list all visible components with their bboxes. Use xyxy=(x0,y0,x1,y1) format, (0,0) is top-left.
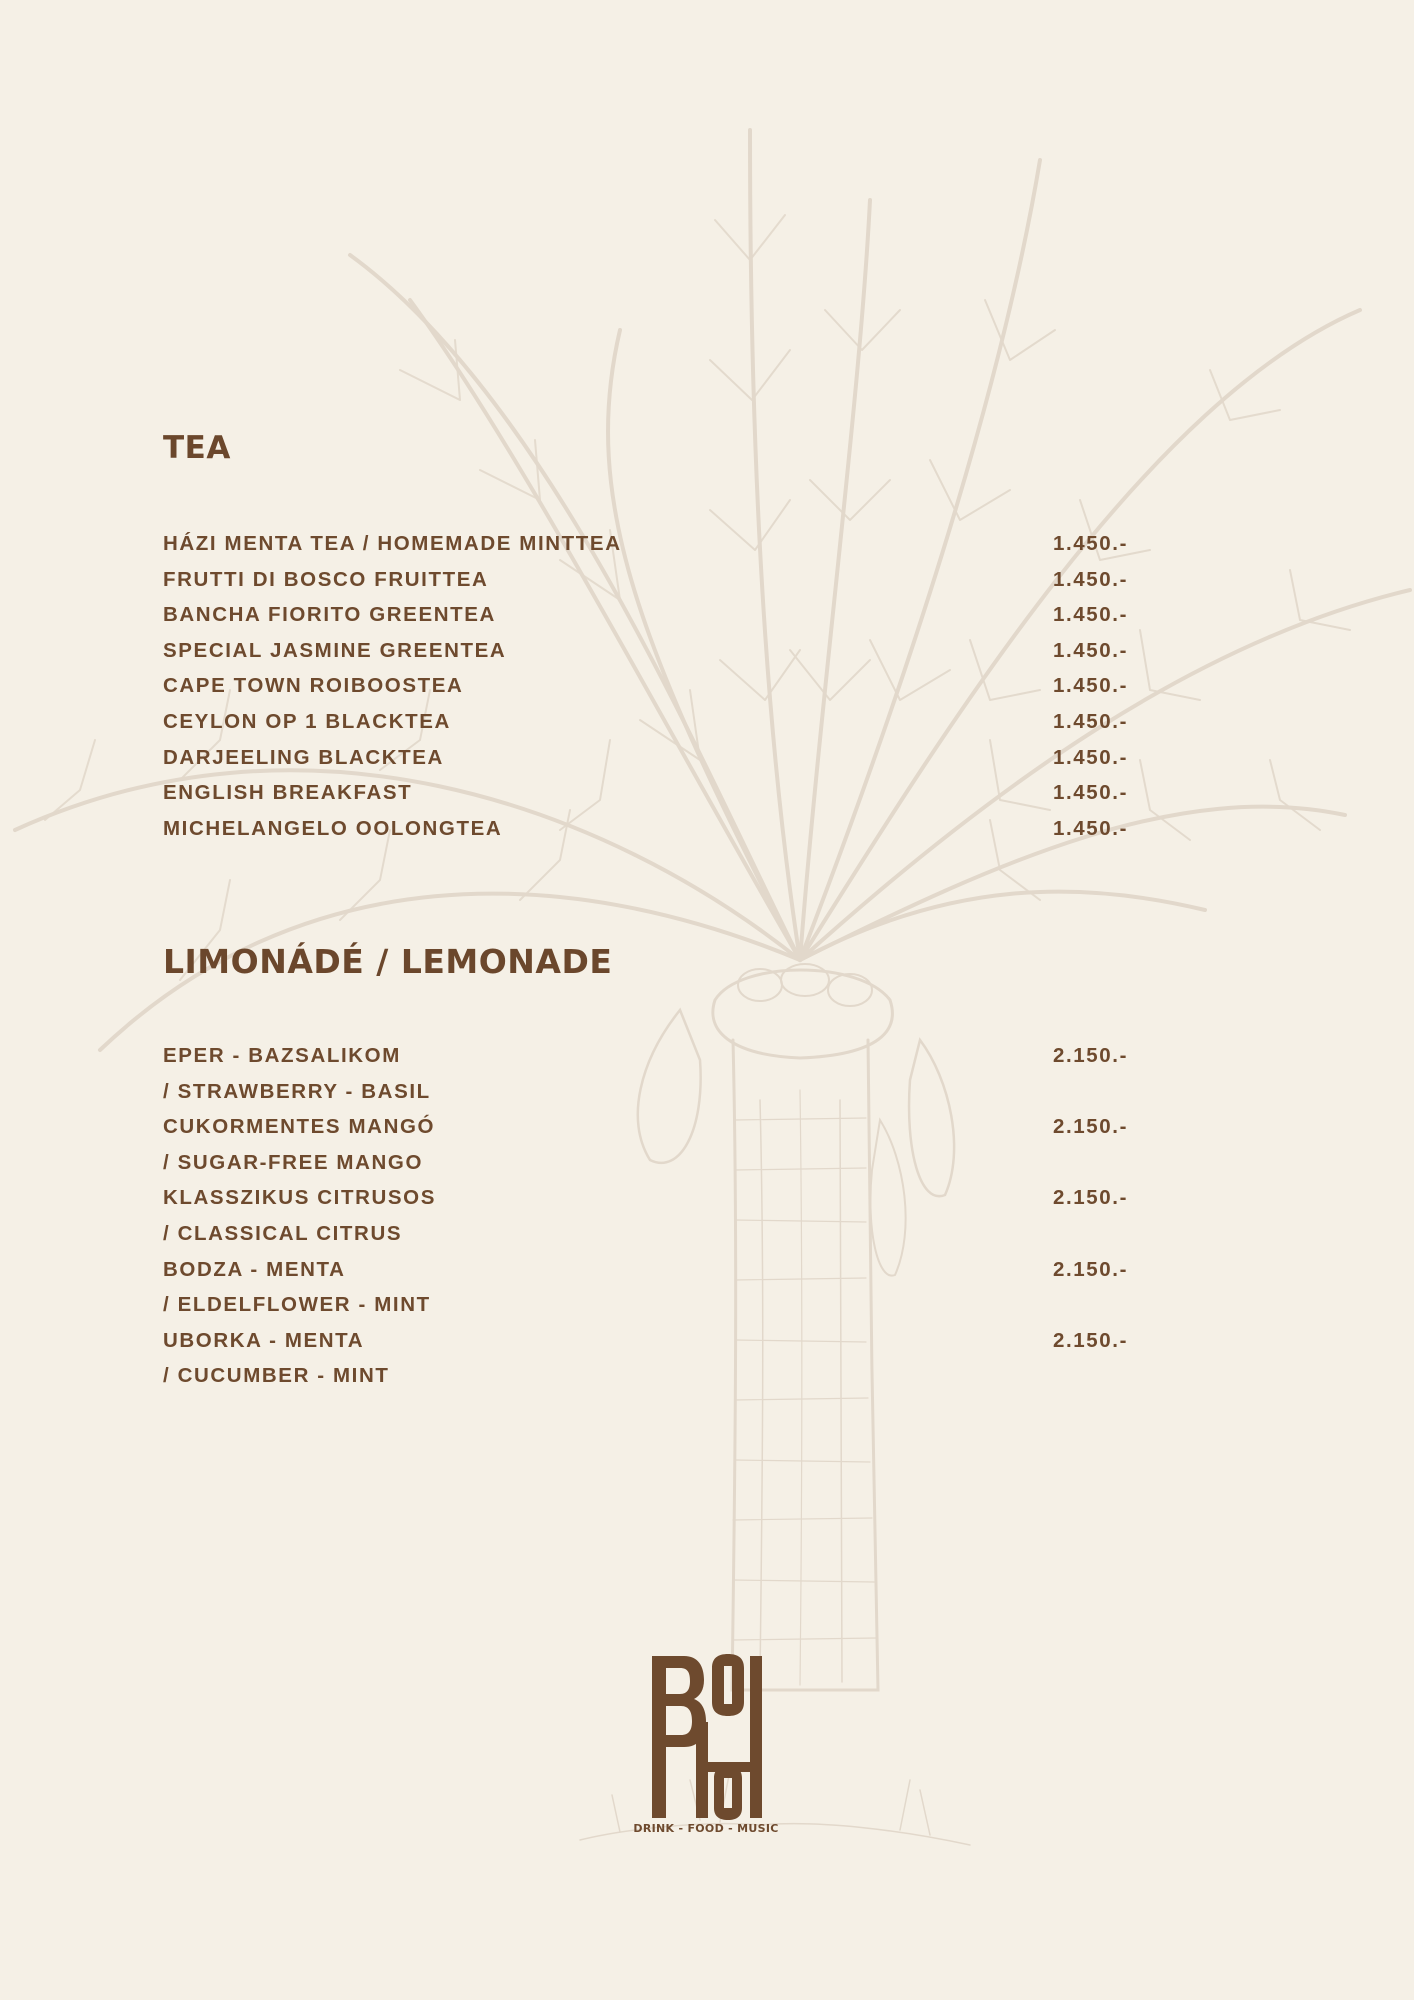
item-name: HÁZI MENTA TEA / HOMEMADE MINTTEA xyxy=(163,532,622,555)
item-name: KLASSZIKUS CITRUSOS xyxy=(163,1186,436,1210)
item-price: 1.450.- xyxy=(1052,567,1128,591)
menu-item xyxy=(163,811,1128,847)
item-price: 1.450.- xyxy=(1052,603,1128,627)
logo-tagline: DRINK - FOOD - MUSIC xyxy=(633,1822,779,1835)
menu-item xyxy=(163,668,1128,704)
lemonade-menu-list xyxy=(163,1038,1128,1394)
item-name: BANCHA FIORITO GREENTEA xyxy=(163,603,496,627)
item-name: UBORKA - MENTA xyxy=(163,1328,365,1352)
item-price: 1.450.- xyxy=(1052,745,1128,769)
item-price: 2.150.- xyxy=(1052,1115,1128,1139)
item-name: ENGLISH BREAKFAST xyxy=(163,781,413,805)
menu-item xyxy=(163,1038,1128,1074)
item-subname: / CLASSICAL CITRUS xyxy=(163,1221,403,1245)
menu-item xyxy=(163,597,1128,633)
item-price: 1.450.- xyxy=(1052,816,1128,840)
item-price: 1.450.- xyxy=(1052,781,1128,805)
menu-item xyxy=(163,1180,1128,1216)
item-name: BODZA - MENTA xyxy=(163,1257,346,1281)
section-title-tea: TEA xyxy=(163,430,231,466)
section-title-lemonade: LIMONÁDÉ / LEMONADE xyxy=(163,942,613,981)
item-name: DARJEELING BLACKTEA xyxy=(163,745,444,769)
item-name: CEYLON OP 1 BLACKTEA xyxy=(163,709,451,733)
menu-item-translation xyxy=(163,1145,1128,1181)
item-name: FRUTTI DI BOSCO FRUITTEA xyxy=(163,567,489,591)
menu-item xyxy=(163,1109,1128,1145)
item-name: MICHELANGELO OOLONGTEA xyxy=(163,816,503,840)
menu-item xyxy=(163,562,1128,598)
item-price: 1.450.- xyxy=(1052,709,1128,733)
item-subname: / CUCUMBER - MINT xyxy=(163,1364,390,1388)
menu-item-translation xyxy=(163,1216,1128,1252)
item-name: CAPE TOWN ROIBOOSTEA xyxy=(163,674,464,698)
menu-item xyxy=(163,526,1128,562)
menu-item xyxy=(163,704,1128,740)
menu-item-translation xyxy=(163,1074,1128,1110)
item-price: 1.450.- xyxy=(1052,674,1128,698)
menu-item xyxy=(163,740,1128,776)
item-price: 2.150.- xyxy=(1052,1257,1128,1281)
item-name: CUKORMENTES MANGÓ xyxy=(163,1115,436,1139)
item-price: 2.150.- xyxy=(1052,1044,1128,1067)
item-price: 2.150.- xyxy=(1052,1186,1128,1210)
item-subname: / ELDELFLOWER - MINT xyxy=(163,1293,431,1317)
item-subname: / SUGAR-FREE MANGO xyxy=(163,1150,423,1174)
tea-menu-list xyxy=(163,526,1128,846)
menu-item xyxy=(163,1323,1128,1359)
menu-item xyxy=(163,775,1128,811)
menu-item-translation xyxy=(163,1287,1128,1323)
item-name: EPER - BAZSALIKOM xyxy=(163,1044,401,1067)
menu-item xyxy=(163,633,1128,669)
item-price: 1.450.- xyxy=(1052,638,1128,662)
item-subname: / STRAWBERRY - BASIL xyxy=(163,1079,431,1103)
item-name: SPECIAL JASMINE GREENTEA xyxy=(163,638,507,662)
item-price: 1.450.- xyxy=(1052,532,1128,555)
menu-item xyxy=(163,1252,1128,1288)
menu-item-translation xyxy=(163,1358,1128,1394)
boho-logo xyxy=(633,1652,779,1835)
item-price: 2.150.- xyxy=(1052,1328,1128,1352)
